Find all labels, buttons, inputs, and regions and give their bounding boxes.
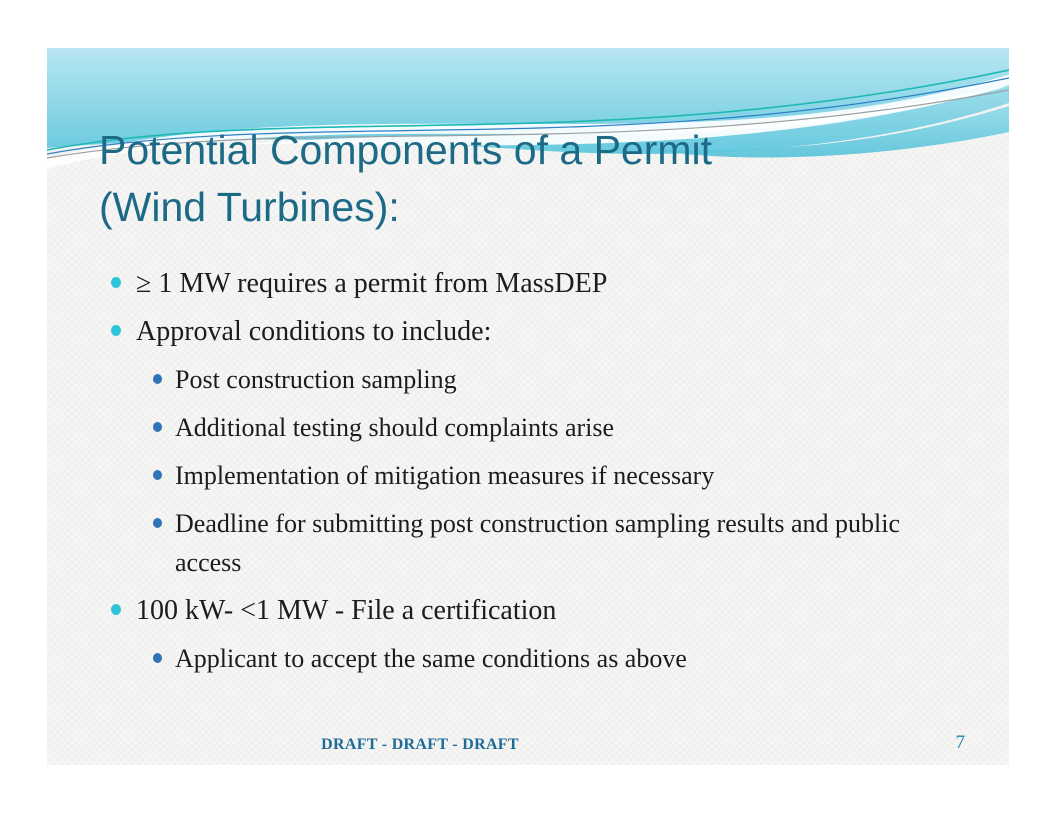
bullet-text: Implementation of mitigation measures if necessary — [175, 461, 715, 490]
bullet-item — [103, 312, 969, 351]
bullet-text: Approval conditions to include: — [136, 316, 492, 347]
slide-title — [99, 122, 959, 236]
bullet-text: ≥ 1 MW requires a permit from MassDEP — [136, 268, 608, 299]
slide — [47, 48, 1009, 765]
bullet-item — [103, 591, 969, 630]
page-number: 7 — [955, 732, 965, 753]
bullet-item — [103, 264, 969, 303]
bullet-icon — [111, 325, 121, 336]
bullet-item — [145, 504, 969, 582]
bullet-list — [103, 264, 969, 687]
footer-draft-label: DRAFT - DRAFT - DRAFT — [321, 736, 519, 753]
bullet-item — [145, 639, 969, 678]
bullet-text: Applicant to accept the same conditions as above — [175, 644, 687, 673]
bullet-text: Deadline for submitting post construction sampling results and public access — [175, 509, 901, 577]
slide-title-line2: (Wind Turbines): — [99, 184, 400, 230]
slide-title-line1: Potential Components of a Permit — [99, 127, 713, 173]
bullet-item — [145, 408, 969, 447]
bullet-icon — [111, 604, 121, 615]
bullet-item — [145, 360, 969, 399]
bullet-icon — [153, 470, 162, 480]
bullet-text: Additional testing should complaints arise — [175, 413, 615, 442]
bullet-text: 100 kW- <1 MW - File a certification — [136, 595, 557, 626]
bullet-icon — [153, 653, 162, 663]
bullet-item — [145, 456, 969, 495]
bullet-icon — [153, 518, 162, 528]
bullet-text: Post construction sampling — [175, 365, 457, 394]
bullet-icon — [153, 422, 162, 432]
bullet-icon — [153, 374, 162, 384]
bullet-icon — [111, 277, 121, 288]
